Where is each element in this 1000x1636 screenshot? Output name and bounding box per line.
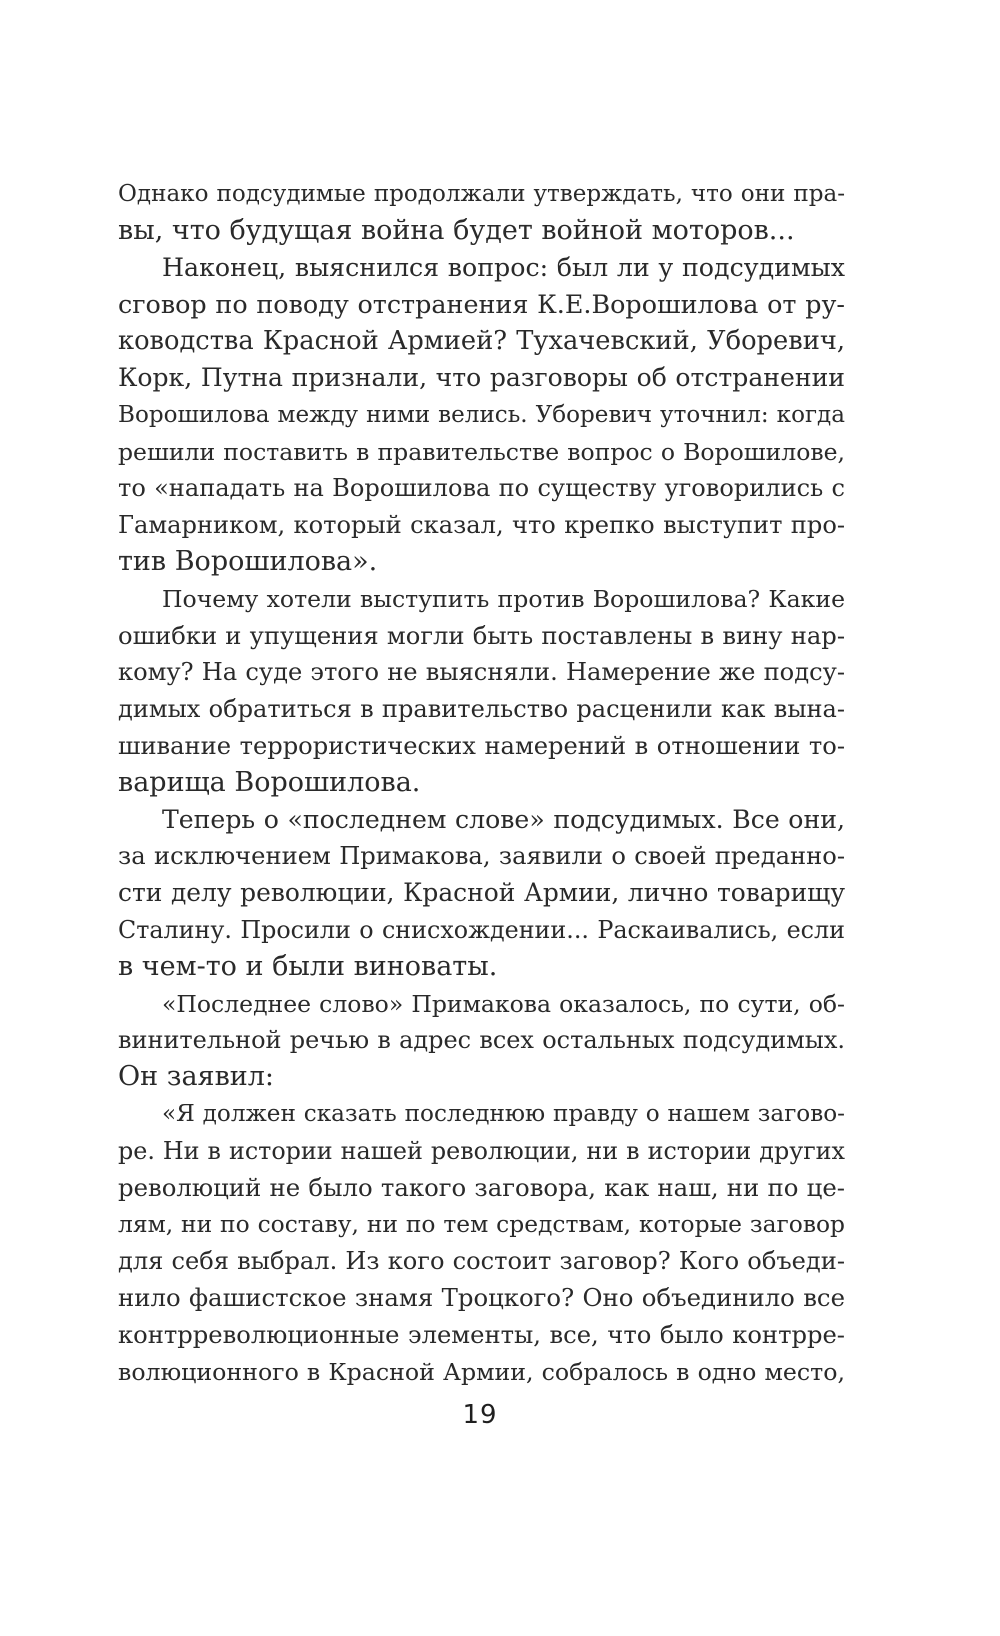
text-line: Корк, Путна признали, что разговоры об отстранении [118, 362, 845, 392]
paragraph-3 [118, 581, 845, 802]
text-line: «Я должен сказать последнюю правду о нашем загово- [162, 1100, 845, 1127]
text-line: Однако подсудимые продолжали утверждать, что они пра- [118, 181, 845, 207]
body-text [118, 176, 845, 1390]
paragraph-1 [118, 176, 845, 250]
text-line: в чем-то и были виноваты. [118, 950, 498, 982]
text-line: Теперь о «последнем слове» подсудимых. Все они, [162, 804, 845, 834]
text-line: тив Ворошилова». [118, 545, 378, 577]
text-line: ошибки и упущения могли быть поставлены в вину нар- [118, 621, 845, 650]
paragraph-4 [118, 802, 845, 986]
text-line: кому? На суде этого не выясняли. Намерение же подсу- [118, 658, 845, 687]
text-line: сти делу революции, Красной Армии, лично товарищу [118, 878, 845, 908]
text-line: Сталину. Просили о снисхождении... Раскаивались, если [118, 915, 845, 944]
text-line: революций не было такого заговора, как наш, ни по це- [118, 1172, 845, 1202]
text-line: контрреволюционные элементы, все, что было контрре- [118, 1320, 845, 1349]
text-line: варища Ворошилова. [118, 766, 421, 798]
text-line: Гамарником, который сказал, что крепко выступит про- [118, 511, 845, 540]
text-line: вы, что будущая война будет войной моторов... [118, 214, 795, 246]
text-line: сговор по поводу отстранения К.Е.Ворошилова от ру- [118, 289, 845, 320]
text-line: волюционного в Красной Армии, собралось в одно место, [118, 1357, 845, 1386]
text-line: шивание террористических намерений в отношении то- [118, 731, 845, 760]
text-line: Он заявил: [118, 1061, 275, 1093]
paragraph-2 [118, 250, 845, 581]
text-line: решили поставить в правительстве вопрос о Ворошилове, [118, 437, 845, 466]
text-line: «Последнее слово» Примакова оказалось, по сути, об- [162, 989, 845, 1018]
text-line: Наконец, выяснился вопрос: был ли у подсудимых [162, 252, 845, 282]
text-line: то «нападать на Ворошилова по существу уговорились с [118, 474, 845, 503]
text-line: ководства Красной Армией? Тухачевский, Уборевич, [118, 326, 845, 357]
page-number: 19 [462, 1400, 498, 1430]
text-line: нило фашистское знамя Троцкого? Оно объединило все [118, 1282, 845, 1312]
text-line: для себя выбрал. Из кого состоит заговор? Кого объеди- [118, 1247, 845, 1276]
text-line: ре. Ни в истории нашей революции, ни в истории других [118, 1136, 845, 1165]
text-line: Ворошилова между ними велись. Уборевич уточнил: когда [118, 401, 845, 428]
text-line: димых обратиться в правительство расценили как вына- [118, 695, 845, 724]
text-line: Почему хотели выступить против Ворошилова? Какие [162, 584, 845, 613]
text-line: за исключением Примакова, заявили о своей преданно- [118, 842, 845, 871]
text-line: лям, ни по составу, ни по тем средствам, которые заговор [118, 1210, 845, 1239]
paragraph-5 [118, 986, 845, 1096]
paragraph-6 [118, 1096, 845, 1390]
text-line: винительной речью в адрес всех остальных подсудимых. [118, 1026, 845, 1055]
